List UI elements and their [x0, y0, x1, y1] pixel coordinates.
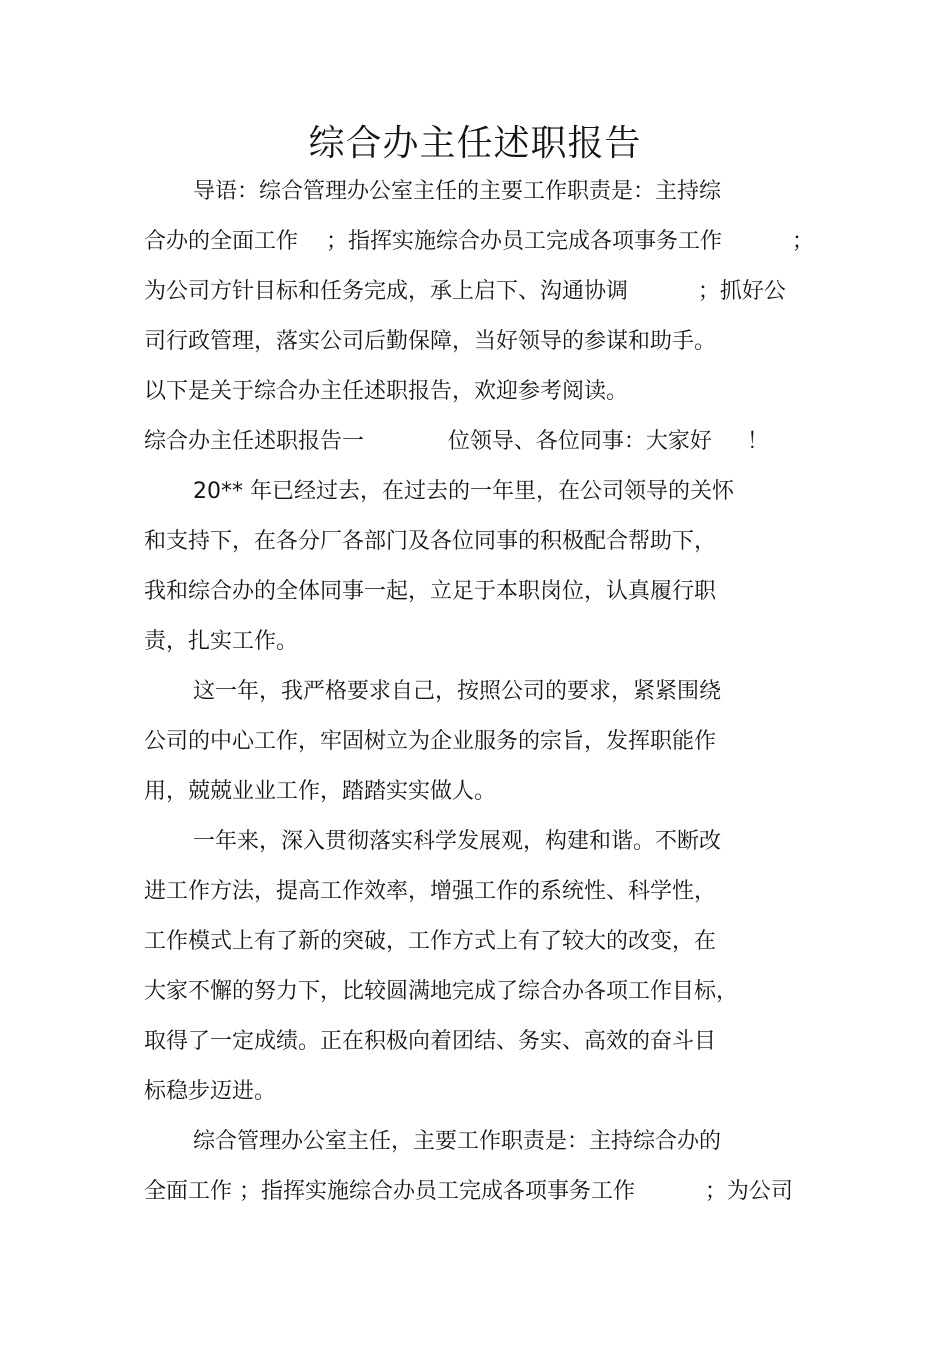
document-title: 综合办主任述职报告 [308, 123, 642, 164]
paragraph-line: 这一年，我严格要求自己，按照公司的要求，紧紧围绕 [193, 679, 722, 704]
paragraph-line: 工作模式上有了新的突破，工作方式上有了较大的改变，在 [144, 929, 717, 954]
paragraph-line: 综合管理办公室主任，主要工作职责是：主持综合办的 [193, 1129, 722, 1154]
paragraph-line: 用，兢兢业业工作，踏踏实实做人。 [144, 779, 497, 804]
paragraph-line: 取得了一定成绩。正在积极向着团结、务实、高效的奋斗目 [144, 1029, 717, 1054]
paragraph-line: 合办的全面工作 ；指挥实施综合办员工完成各项事务工作 ； [144, 229, 814, 254]
paragraph-line: 司行政管理，落实公司后勤保障，当好领导的参谋和助手。 [144, 329, 717, 354]
paragraph-line: 全面工作 ；指挥实施综合办员工完成各项事务工作 ；为公司 [144, 1179, 793, 1204]
paragraph-line: 和支持下，在各分厂各部门及各位同事的积极配合帮助下， [144, 529, 717, 554]
paragraph-line: 进工作方法，提高工作效率，增强工作的系统性、科学性， [144, 879, 717, 904]
paragraph-line: 公司的中心工作，牢固树立为企业服务的宗旨，发挥职能作 [144, 729, 717, 754]
paragraph-line: 标稳步迈进。 [144, 1079, 277, 1104]
paragraph-line: 我和综合办的全体同事一起，立足于本职岗位，认真履行职 [144, 579, 717, 604]
paragraph-line: 责，扎实工作。 [144, 629, 299, 654]
paragraph-line: 以下是关于综合办主任述职报告，欢迎参考阅读。 [144, 379, 629, 404]
paragraph-line: 20** 年已经过去，在过去的一年里，在公司领导的关怀 [193, 479, 734, 504]
paragraph-line: 一年来，深入贯彻落实科学发展观，构建和谐。不断改 [193, 829, 722, 854]
paragraph-line: 导语：综合管理办公室主任的主要工作职责是：主持综 [193, 179, 722, 204]
paragraph-line: 综合办主任述职报告一 位领导、各位同事：大家好 ！ [144, 429, 769, 454]
paragraph-line: 为公司方针目标和任务完成，承上启下、沟通协调 ；抓好公 [144, 279, 786, 304]
paragraph-line: 大家不懈的努力下，比较圆满地完成了综合办各项工作目标， [144, 979, 739, 1004]
